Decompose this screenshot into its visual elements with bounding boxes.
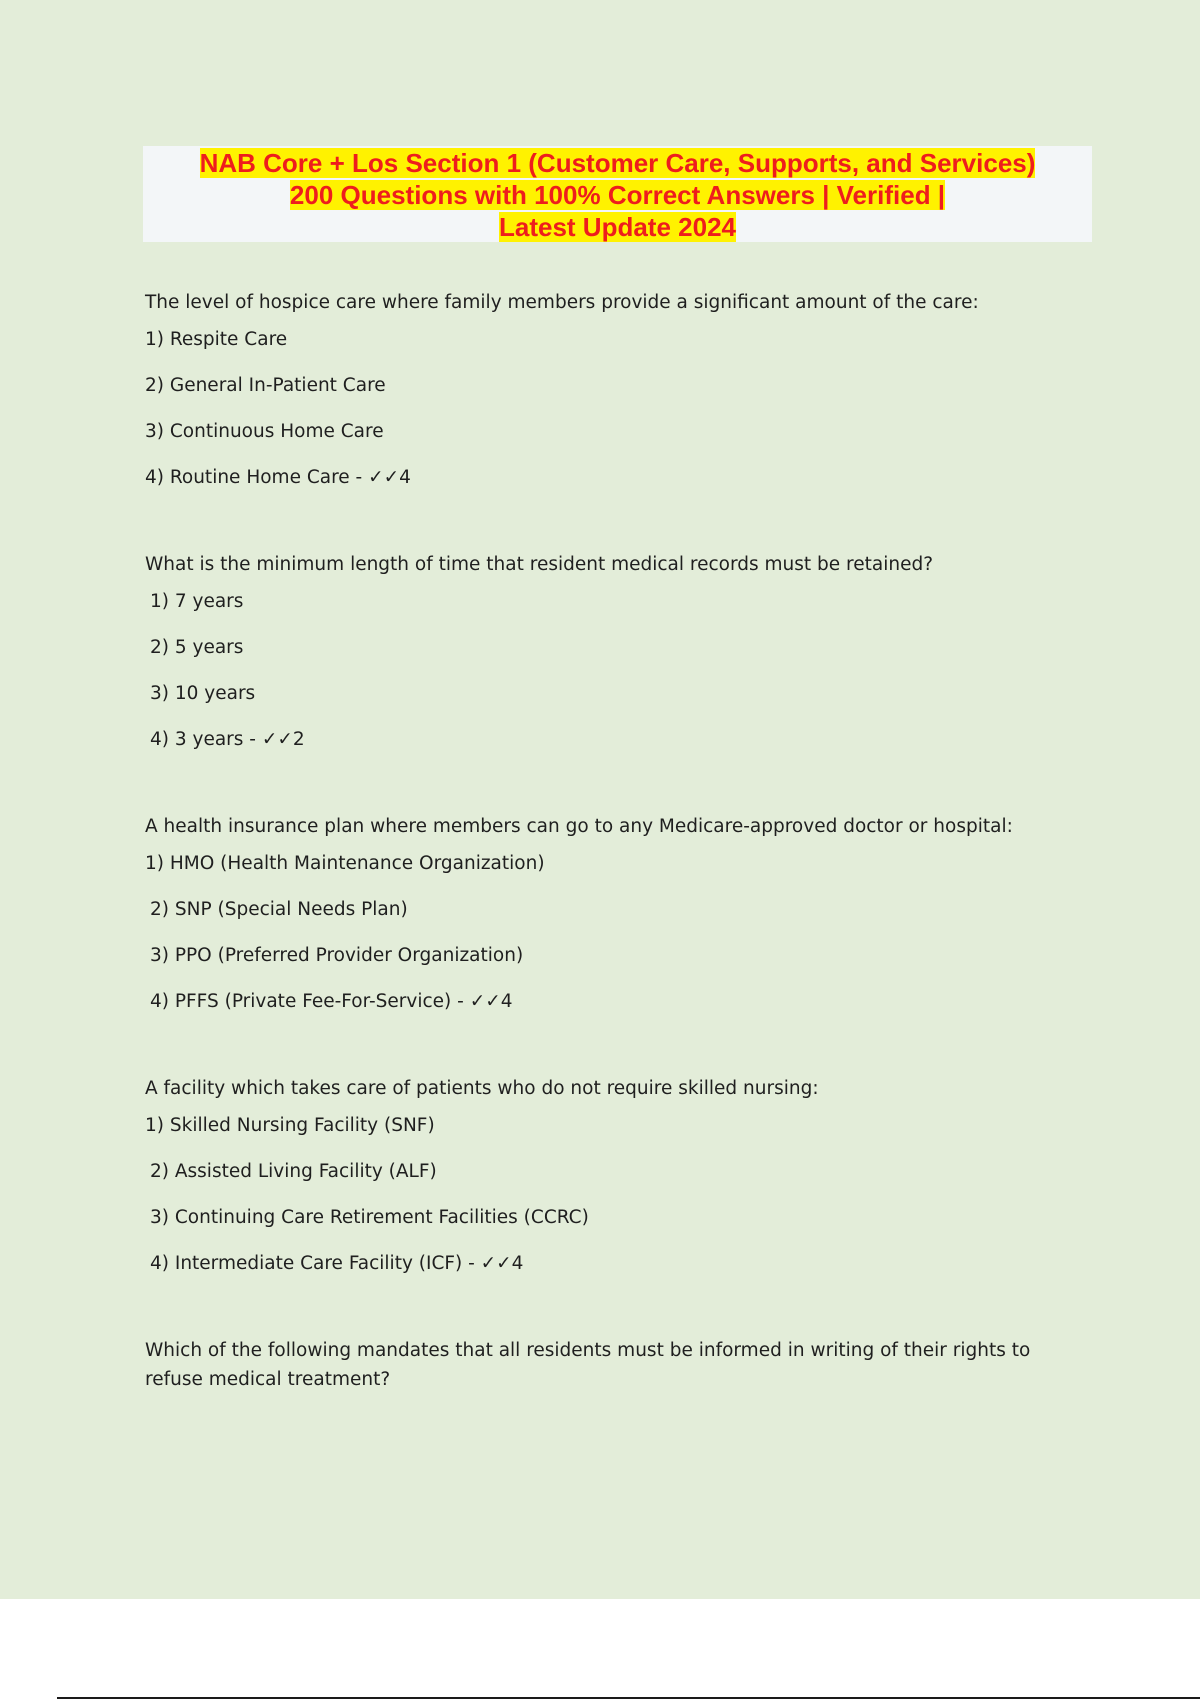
answer-option: 2) 5 years [150,637,244,658]
question-text: A health insurance plan where members can go to any Medicare-approved doctor or hospital: [145,816,1013,837]
answer-option-correct: 4) Routine Home Care - ✓✓4 [145,467,411,488]
title-line-3 [143,211,1092,243]
answer-option-correct: 4) PFFS (Private Fee-For-Service) - ✓✓4 [150,991,513,1012]
answer-option: 3) Continuous Home Care [145,421,384,442]
answer-option: 2) General In-Patient Care [145,375,386,396]
document-title [143,146,1092,242]
answer-option: 3) Continuing Care Retirement Facilities (CCRC) [150,1207,589,1228]
answer-option: 1) Respite Care [145,329,288,350]
answer-option: 1) Skilled Nursing Facility (SNF) [145,1115,435,1136]
question-4 [145,1074,1085,1277]
question-text: Which of the following mandates that all residents must be informed in writing of their rights to refuse medical treatment? [145,1340,1031,1390]
answer-option: 3) PPO (Preferred Provider Organization) [150,945,524,966]
question-5 [145,1336,1085,1394]
question-text: A facility which takes care of patients who do not require skilled nursing: [145,1078,819,1099]
question-2 [145,550,1085,753]
answer-option: 1) 7 years [150,591,244,612]
question-1 [145,288,1085,491]
answer-option-correct: 4) 3 years - ✓✓2 [150,729,305,750]
title-line-1 [143,147,1092,179]
question-3 [145,812,1085,1015]
title-line-3-text: Latest Update 2024 [499,212,736,242]
title-line-2 [143,179,1092,211]
answer-option: 2) Assisted Living Facility (ALF) [150,1161,437,1182]
question-list [145,288,1085,1404]
question-text: The level of hospice care where family members provide a significant amount of the care: [145,292,979,313]
title-line-1-text: NAB Core + Los Section 1 (Customer Care, Supports, and Services) [199,148,1036,178]
answer-option: 2) SNP (Special Needs Plan) [150,899,408,920]
title-line-2-text: 200 Questions with 100% Correct Answers | Verified | [289,180,946,210]
answer-option: 1) HMO (Health Maintenance Organization) [145,853,545,874]
answer-option: 3) 10 years [150,683,256,704]
question-text: What is the minimum length of time that resident medical records must be retained? [145,554,934,575]
answer-option-correct: 4) Intermediate Care Facility (ICF) - ✓✓4 [150,1253,524,1274]
footer-rule [57,1697,1200,1699]
